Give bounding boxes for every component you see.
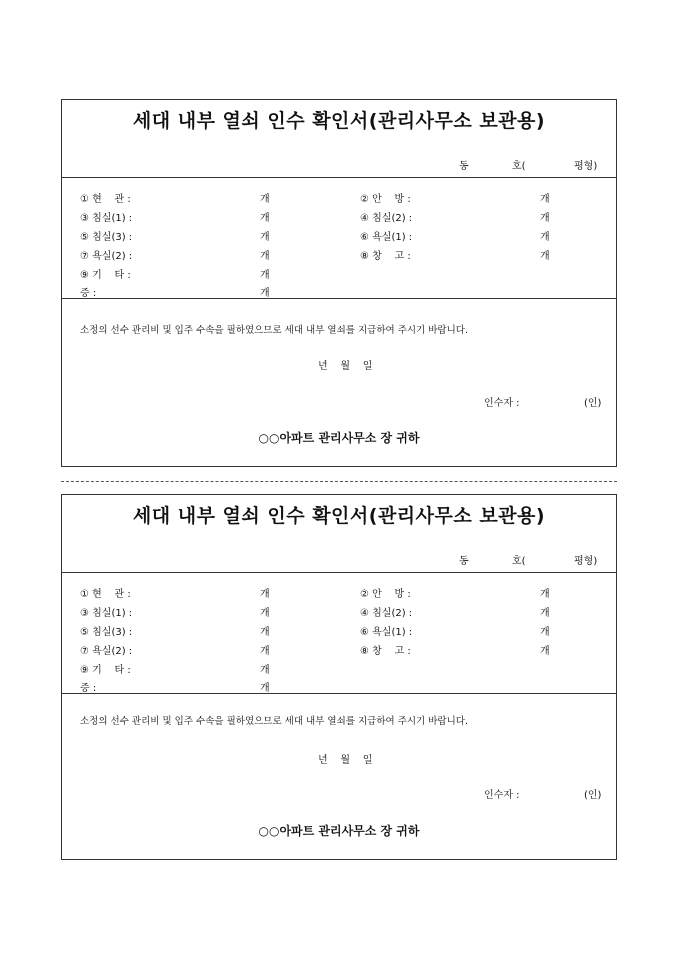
item-storage: ⑧ 창 고 : — [360, 251, 411, 262]
pyeong-type-label: 평형) — [574, 161, 598, 172]
divider — [62, 693, 616, 694]
key-receipt-form-1 — [61, 99, 617, 467]
ho-label: 호( — [512, 556, 526, 567]
item-other: ⑨ 기 타 : — [80, 665, 131, 676]
item-bathroom-1: ⑥ 욕실(1) : — [360, 232, 413, 243]
cut-line — [61, 481, 617, 482]
seal-mark: (인) — [584, 398, 602, 409]
item-bathroom-2: ⑦ 욕실(2) : — [80, 251, 133, 262]
count-unit: 개 — [260, 194, 270, 205]
item-bedroom-1: ③ 침실(1) : — [80, 608, 133, 619]
count-unit: 개 — [260, 589, 270, 600]
addressee: ○○아파트 관리사무소 장 귀하 — [258, 431, 420, 445]
divider — [62, 298, 616, 299]
count-unit: 개 — [260, 232, 270, 243]
item-bedroom-3: ⑤ 침실(3) : — [80, 627, 133, 638]
count-unit: 개 — [540, 213, 550, 224]
item-bedroom-3: ⑤ 침실(3) : — [80, 232, 133, 243]
count-unit: 개 — [540, 627, 550, 638]
form-title: 세대 내부 열쇠 인수 확인서(관리사무소 보관용) — [132, 505, 546, 527]
key-receipt-form-2 — [61, 494, 617, 860]
item-master-room: ② 안 방 : — [360, 194, 411, 205]
recipient-label: 인수자 : — [484, 398, 520, 409]
request-statement: 소정의 선수 관리비 및 입주 수속을 필하였으므로 세대 내부 열쇠를 지급하여 주시기 바랍니다. — [80, 716, 468, 727]
request-statement: 소정의 선수 관리비 및 입주 수속을 필하였으므로 세대 내부 열쇠를 지급하여 주시기 바랍니다. — [80, 325, 468, 336]
count-unit: 개 — [260, 665, 270, 676]
count-unit: 개 — [540, 589, 550, 600]
count-unit: 개 — [260, 270, 270, 281]
item-extra: 증 : — [80, 288, 97, 299]
count-unit: 개 — [260, 288, 270, 299]
pyeong-type-label: 평형) — [574, 556, 598, 567]
item-bedroom-2: ④ 침실(2) : — [360, 608, 413, 619]
count-unit: 개 — [540, 251, 550, 262]
item-master-room: ② 안 방 : — [360, 589, 411, 600]
divider — [62, 572, 616, 573]
count-unit: 개 — [260, 251, 270, 262]
item-entrance: ① 현 관 : — [80, 194, 131, 205]
item-bathroom-1: ⑥ 욕실(1) : — [360, 627, 413, 638]
divider — [62, 177, 616, 178]
dong-label: 동 — [459, 556, 469, 567]
item-bedroom-1: ③ 침실(1) : — [80, 213, 133, 224]
item-extra: 증 : — [80, 683, 97, 694]
item-entrance: ① 현 관 : — [80, 589, 131, 600]
addressee: ○○아파트 관리사무소 장 귀하 — [258, 824, 420, 838]
ho-label: 호( — [512, 161, 526, 172]
date-line: 년 월 일 — [318, 755, 373, 766]
form-title: 세대 내부 열쇠 인수 확인서(관리사무소 보관용) — [132, 110, 546, 132]
date-line: 년 월 일 — [318, 361, 373, 372]
count-unit: 개 — [260, 646, 270, 657]
item-other: ⑨ 기 타 : — [80, 270, 131, 281]
count-unit: 개 — [540, 608, 550, 619]
seal-mark: (인) — [584, 790, 602, 801]
item-storage: ⑧ 창 고 : — [360, 646, 411, 657]
count-unit: 개 — [260, 627, 270, 638]
dong-label: 동 — [459, 161, 469, 172]
item-bedroom-2: ④ 침실(2) : — [360, 213, 413, 224]
count-unit: 개 — [260, 683, 270, 694]
count-unit: 개 — [260, 213, 270, 224]
recipient-label: 인수자 : — [484, 790, 520, 801]
item-bathroom-2: ⑦ 욕실(2) : — [80, 646, 133, 657]
count-unit: 개 — [260, 608, 270, 619]
count-unit: 개 — [540, 646, 550, 657]
count-unit: 개 — [540, 194, 550, 205]
count-unit: 개 — [540, 232, 550, 243]
